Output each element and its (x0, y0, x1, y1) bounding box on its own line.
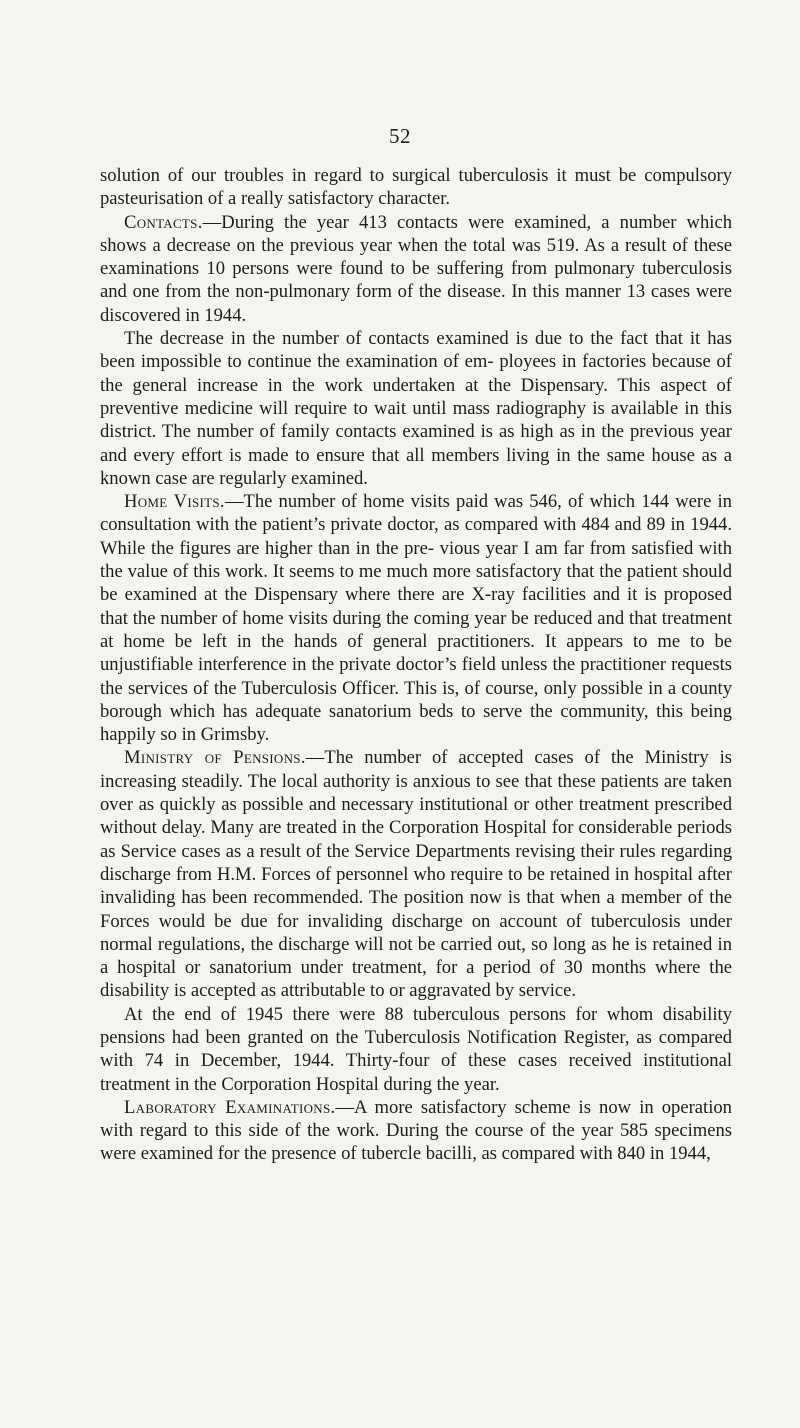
paragraph-text: —The number of home visits paid was 546, of which 144 were in consultation with the patient’s private doctor, as compared with 484 and 89 in 1944. While the figures are higher than in the pre- vious year I am far from satisfied with the value of this work. It seems to me much more satisfactory that the patient should be examined at the Dispensary where there are X-ray facilities and it is proposed that the number of home visits during the coming year be reduced and that treatment at home be left in the hands of general practitioners. It appears to me to be unjustifiable interference in the private doctor’s field unless the practitioner requests the services of the Tuberculosis Officer. This is, of course, only possible in a county borough which has adequate sanatorium beds to serve the community, this being happily so in Grimsby. (100, 491, 732, 746)
paragraph-contacts-decrease (100, 327, 732, 490)
paragraph-text: The decrease in the number of contacts examined is due to the fact that it has been impossible to continue the examination of em- ployees in factories because of the general increase in the work undertaken at the Dispensary. This aspect of preventive medicine will require to wait until mass radiography is available in this district. The number of family contacts examined is as high as in the previous year and every effort is made to ensure that all members living in the same house as a known case are regularly examined. (100, 328, 732, 489)
section-heading-contacts: Contacts. (124, 211, 203, 233)
paragraph-text: solution of our troubles in regard to surgical tuberculosis it must be compulsory pasteurisation of a really satisfactory character. (100, 165, 732, 210)
page-number: 52 (389, 124, 411, 148)
text-body (100, 164, 732, 1166)
paragraph-surgical-tuberculosis (100, 164, 732, 211)
section-heading-home-visits: Home Visits. (124, 491, 225, 513)
paragraph-text: At the end of 1945 there were 88 tuberculous persons for whom disability pensions had been granted on the Tuberculosis Notification Register, as compared with 74 in December, 1944. Thirty-four of these cases received institutional treatment in the Corporation Hospital during the year. (100, 1003, 732, 1095)
paragraph-disability-pensions (100, 1003, 732, 1096)
paragraph-text: —A more satisfactory scheme is now in operation with regard to this side of the work. During the course of the year 585 specimens were examined for the presence of tubercle bacilli, as compared with 840 in 1944, (100, 1096, 732, 1165)
paragraph-ministry-of-pensions (100, 746, 732, 1002)
paragraph-text: —The number of accepted cases of the Ministry is increasing steadily. The local authority is anxious to see that these patients are taken over as quickly as possible and necessary institutional or other treatment prescribed without delay. Many are treated in the Corporation Hospital for considerable periods as Service cases as a result of the Service Departments revising their rules regarding discharge from H.M. Forces of personnel who require to be retained in hospital after invaliding has been recommended. The position now is that when a member of the Forces would be due for invaliding discharge on account of tuberculosis under normal regulations, the discharge will not be carried out, so long as he is retained in a hospital or sanatorium under treatment, for a period of 30 months where the disability is accepted as attributable to or aggravated by service. (100, 747, 732, 1002)
section-heading-laboratory-examinations: Laboratory Examinations. (124, 1096, 336, 1118)
paragraph-home-visits (100, 490, 732, 746)
paragraph-laboratory-examinations (100, 1096, 732, 1166)
section-heading-ministry-of-pensions: Ministry of Pensions. (124, 747, 306, 769)
paragraph-contacts (100, 211, 732, 327)
paragraph-text: —During the year 413 contacts were examined, a number which shows a decrease on the previous year when the total was 519. As a result of these examinations 10 persons were found to be suffering from pulmonary tuberculosis and one from the non-pulmonary form of the disease. In this manner 13 cases were discovered in 1944. (100, 211, 732, 326)
